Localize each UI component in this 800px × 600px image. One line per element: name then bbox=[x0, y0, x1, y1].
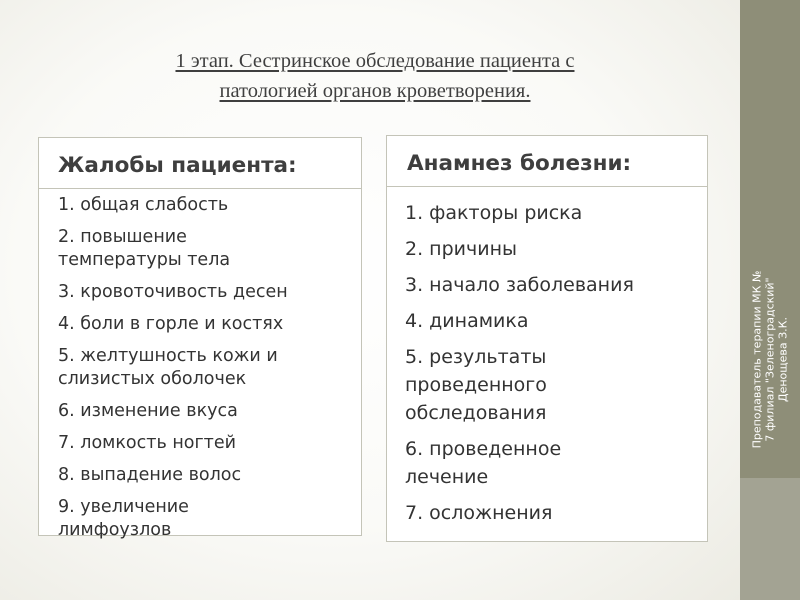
complaints-header: Жалобы пациента: bbox=[39, 138, 361, 189]
anamnesis-item: 3. начало заболевания bbox=[405, 274, 634, 296]
anamnesis-item: 1. факторы риска bbox=[405, 202, 583, 224]
complaint-item: 2. повышение температуры тела bbox=[58, 227, 231, 270]
complaint-item: 7. ломкость ногтей bbox=[58, 433, 236, 453]
slide-title-line-2: патологией органов кроветворения. bbox=[219, 80, 531, 102]
complaint-item: 3. кровоточивость десен bbox=[58, 282, 288, 302]
complaint-item: 5. желтушность кожи и слизистых оболочек bbox=[58, 346, 278, 389]
anamnesis-header: Анамнез болезни: bbox=[387, 136, 707, 187]
anamnesis-list bbox=[387, 187, 707, 527]
complaint-item: 4. боли в горле и костях bbox=[58, 314, 284, 334]
complaints-panel bbox=[38, 137, 362, 540]
complaint-item: 9. увеличение лимфоузлов bbox=[58, 497, 189, 540]
anamnesis-item: 7. осложнения bbox=[405, 502, 553, 524]
slide-title bbox=[95, 46, 655, 106]
complaint-item: 8. выпадение волос bbox=[58, 465, 242, 485]
anamnesis-panel bbox=[386, 135, 708, 542]
complaint-item: 1. общая слабость bbox=[58, 195, 229, 215]
anamnesis-item: 2. причины bbox=[405, 238, 517, 260]
anamnesis-item: 5. результаты проведенного обследования bbox=[405, 346, 547, 424]
complaints-list bbox=[39, 189, 361, 542]
slide-title-line-1: 1 этап. Сестринское обследование пациента с bbox=[175, 50, 575, 72]
complaint-item: 6. изменение вкуса bbox=[58, 401, 238, 421]
anamnesis-item: 4. динамика bbox=[405, 310, 529, 332]
sidebar-accent-strip bbox=[740, 478, 800, 600]
author-caption: Преподаватель терапии МК № 7 филиал "Зеленоградский" Денощева З.К. bbox=[750, 270, 790, 449]
anamnesis-item: 6. проведенное лечение bbox=[405, 438, 562, 488]
